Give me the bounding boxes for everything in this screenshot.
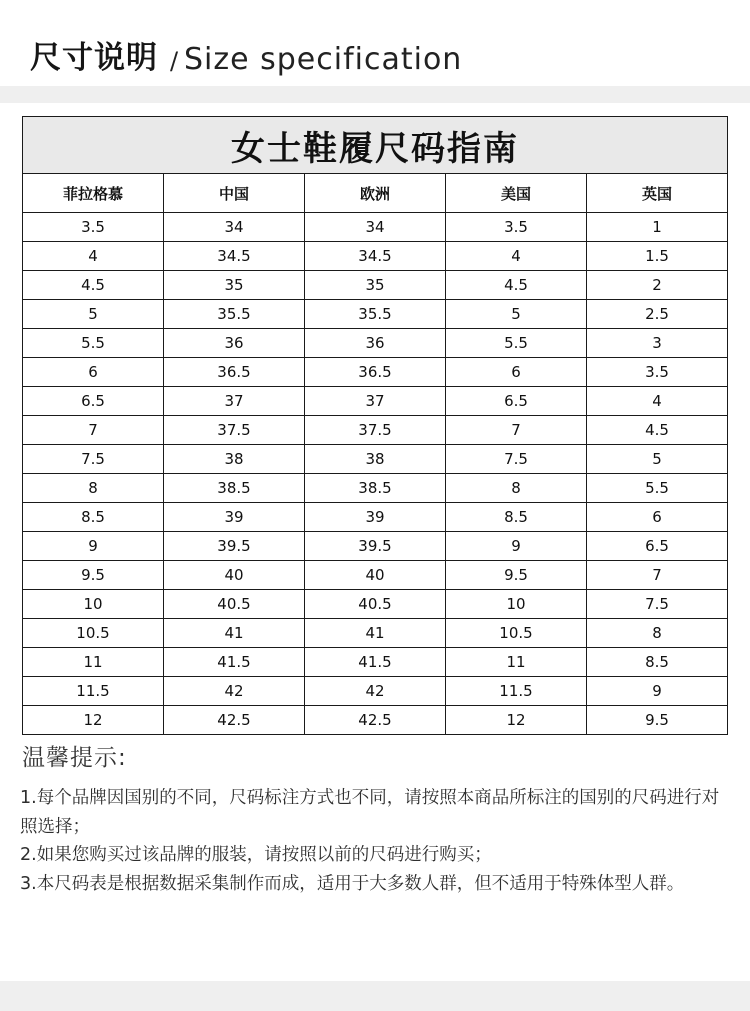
column-header: 美国 [446,174,587,213]
table-cell: 10 [23,590,164,619]
table-row [23,561,728,590]
table-cell: 6.5 [587,532,728,561]
table-cell: 11.5 [446,677,587,706]
table-row [23,358,728,387]
table-cell: 10.5 [446,619,587,648]
table-cell: 6 [587,503,728,532]
table-cell: 4.5 [446,271,587,300]
table-cell: 36.5 [164,358,305,387]
table-cell: 34.5 [164,242,305,271]
table-cell: 42 [164,677,305,706]
table-cell: 11 [446,648,587,677]
table-cell: 10.5 [23,619,164,648]
table-cell: 35.5 [164,300,305,329]
table-row [23,300,728,329]
table-cell: 34 [164,213,305,242]
table-cell: 36 [305,329,446,358]
table-cell: 5 [446,300,587,329]
table-cell: 4.5 [23,271,164,300]
page-header [0,0,750,86]
table-cell: 35 [305,271,446,300]
table-cell: 40.5 [164,590,305,619]
table-row [23,648,728,677]
table-cell: 34.5 [305,242,446,271]
column-header: 菲拉格慕 [23,174,164,213]
table-cell: 7.5 [587,590,728,619]
table-cell: 42 [305,677,446,706]
tip-item: 2.如果您购买过该品牌的服装，请按照以前的尺码进行购买； [20,845,492,865]
table-cell: 4 [446,242,587,271]
size-chart-table [22,116,728,735]
table-cell: 40 [164,561,305,590]
header-title-cn: 尺寸说明 [30,40,158,76]
table-cell: 40.5 [305,590,446,619]
table-cell: 3.5 [587,358,728,387]
table-cell: 12 [23,706,164,735]
table-cell: 41.5 [305,648,446,677]
table-cell: 42.5 [305,706,446,735]
table-cell: 7.5 [23,445,164,474]
table-cell: 38.5 [164,474,305,503]
table-cell: 11.5 [23,677,164,706]
table-cell: 6.5 [446,387,587,416]
tip-item: 1.每个品牌因国别的不同，尺码标注方式也不同，请按照本商品所标注的国别的尺码进行对照选择； [20,788,720,837]
column-header: 欧洲 [305,174,446,213]
table-row [23,445,728,474]
table-cell: 39 [164,503,305,532]
table-cell: 4 [587,387,728,416]
tip-item: 3.本尺码表是根据数据采集制作而成，适用于大多数人群，但不适用于特殊体型人群。 [20,873,685,894]
table-row [23,213,728,242]
table-cell: 5 [587,445,728,474]
table-cell: 38 [305,445,446,474]
table-cell: 41.5 [164,648,305,677]
table-cell: 36 [164,329,305,358]
table-cell: 8.5 [587,648,728,677]
table-row [23,271,728,300]
table-cell: 6 [446,358,587,387]
table-cell: 39.5 [305,532,446,561]
table-cell: 6 [23,358,164,387]
table-cell: 10 [446,590,587,619]
table-cell: 37.5 [305,416,446,445]
table-cell: 34 [305,213,446,242]
tips-title: 温馨提示: [22,745,127,771]
header-separator: / [170,47,179,75]
table-cell: 41 [164,619,305,648]
table-cell: 2 [587,271,728,300]
table-cell: 40 [305,561,446,590]
table-cell: 8.5 [446,503,587,532]
table-cell: 3.5 [446,213,587,242]
table-cell: 1 [587,213,728,242]
table-cell: 38 [164,445,305,474]
column-header: 英国 [587,174,728,213]
table-cell: 7 [446,416,587,445]
size-chart-title: 女士鞋履尺码指南 [23,117,728,174]
table-cell: 8 [446,474,587,503]
table-cell: 3.5 [23,213,164,242]
table-row [23,619,728,648]
table-cell: 5.5 [23,329,164,358]
table-cell: 39.5 [164,532,305,561]
table-row [23,416,728,445]
table-cell: 9 [587,677,728,706]
table-cell: 11 [23,648,164,677]
table-cell: 5 [23,300,164,329]
table-cell: 7 [23,416,164,445]
table-cell: 37.5 [164,416,305,445]
table-row [23,677,728,706]
table-cell: 9 [23,532,164,561]
table-cell: 7.5 [446,445,587,474]
table-row [23,329,728,358]
table-cell: 6.5 [23,387,164,416]
table-cell: 8.5 [23,503,164,532]
table-cell: 12 [446,706,587,735]
table-cell: 9.5 [446,561,587,590]
table-header-row [23,174,728,213]
table-cell: 36.5 [305,358,446,387]
table-cell: 35.5 [305,300,446,329]
table-cell: 9 [446,532,587,561]
table-cell: 4.5 [587,416,728,445]
table-cell: 8 [23,474,164,503]
table-cell: 8 [587,619,728,648]
table-cell: 5.5 [587,474,728,503]
table-cell: 4 [23,242,164,271]
table-cell: 35 [164,271,305,300]
table-row [23,503,728,532]
table-cell: 9.5 [23,561,164,590]
column-header: 中国 [164,174,305,213]
table-body [23,213,728,735]
table-row [23,706,728,735]
table-cell: 37 [164,387,305,416]
table-cell: 41 [305,619,446,648]
header-title-en: Size specification [184,42,463,77]
table-row [23,532,728,561]
top-divider-band [0,86,750,103]
tips-list [20,784,736,898]
table-cell: 42.5 [164,706,305,735]
table-cell: 9.5 [587,706,728,735]
table-cell: 37 [305,387,446,416]
bottom-divider-band [0,981,750,1011]
table-cell: 39 [305,503,446,532]
table-cell: 7 [587,561,728,590]
table-row [23,242,728,271]
table-cell: 38.5 [305,474,446,503]
table-cell: 5.5 [446,329,587,358]
table-row [23,474,728,503]
table-cell: 2.5 [587,300,728,329]
table-cell: 1.5 [587,242,728,271]
table-row [23,590,728,619]
table-cell: 3 [587,329,728,358]
table-row [23,387,728,416]
